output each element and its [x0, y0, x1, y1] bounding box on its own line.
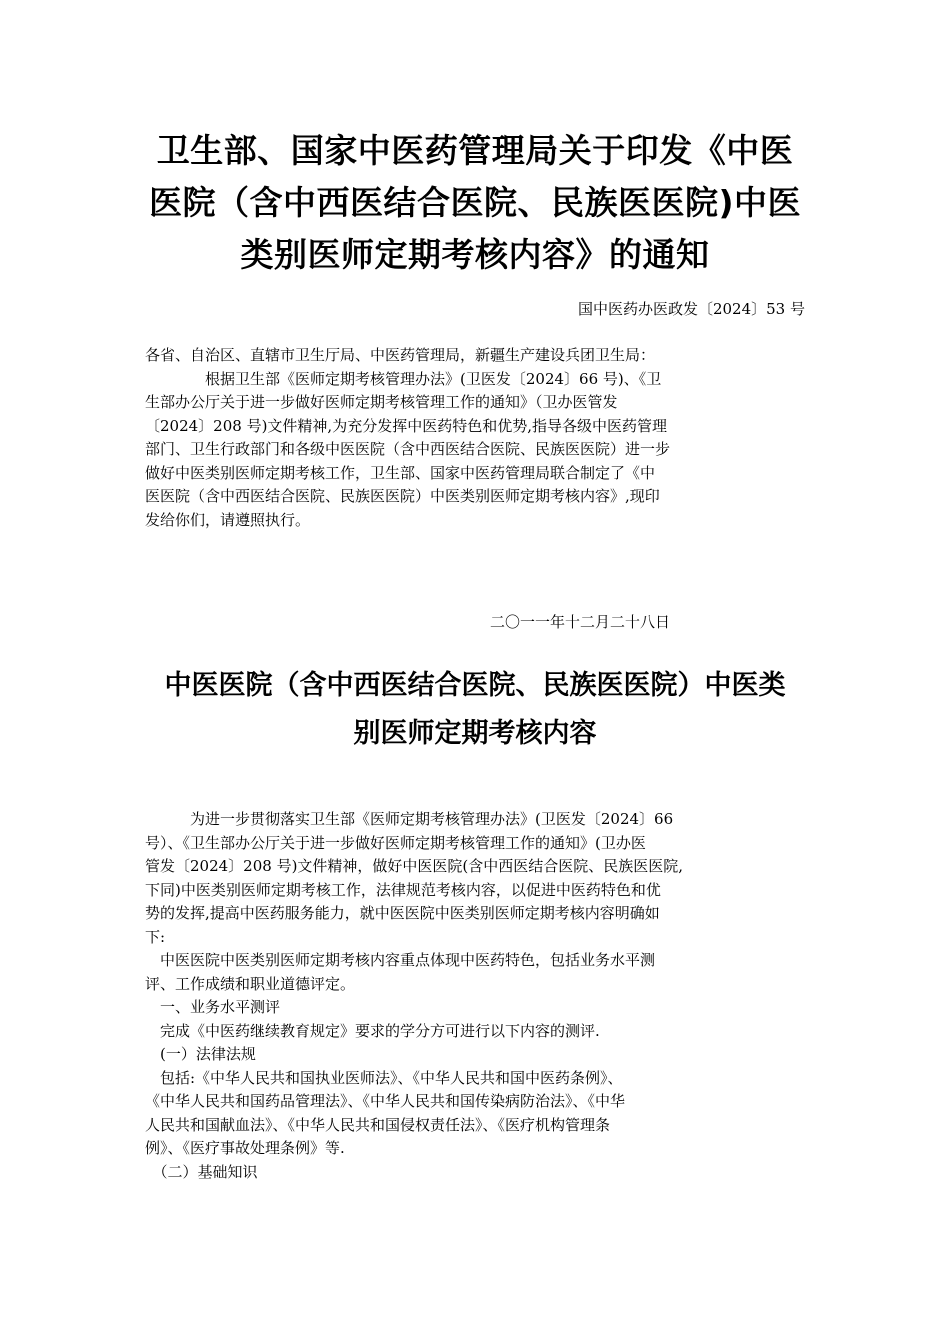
- content-line: 完成《中医药继续教育规定》要求的学分方可进行以下内容的测评.: [145, 1021, 600, 1040]
- notice-paragraph-line: 医医院（含中西医结合医院、民族医医院）中医类别医师定期考核内容》,现印: [145, 487, 660, 505]
- salutation: 各省、自治区、直辖市卫生厅局、中医药管理局，新疆生产建设兵团卫生局：: [145, 346, 656, 364]
- notice-title-line: 类别医师定期考核内容》的通知: [240, 235, 710, 274]
- section-heading: 一、业务水平测评: [145, 998, 281, 1016]
- content-line: 为进一步贯彻落实卫生部《医师定期考核管理办法》(卫医发〔2024〕66: [145, 810, 674, 828]
- notice-paragraph-line: 部门、卫生行政部门和各级中医医院（含中西医结合医院、民族医医院）进一步: [145, 440, 671, 458]
- notice-paragraph-line: 生部办公厅关于进一步做好医师定期考核管理工作的通知》（卫办医管发: [145, 393, 618, 411]
- content-line: 下同)中医类别医师定期考核工作，法律规范考核内容，以促进中医药特色和优: [145, 880, 661, 899]
- subsection-heading: （二）基础知识: [145, 1162, 258, 1181]
- content-title-line: 中医医院（含中西医结合医院、民族医医院）中医类: [164, 670, 786, 701]
- notice-body: [145, 344, 805, 532]
- content-body: [145, 808, 805, 1184]
- notice-paragraph-line: 根据卫生部《医师定期考核管理办法》(卫医发〔2024〕66 号)、《卫: [145, 369, 662, 388]
- notice-title-line: 卫生部、国家中医药管理局关于印发《中医: [156, 131, 794, 170]
- content-line: 号）、《卫生部办公厅关于进一步做好医师定期考核管理工作的通知》(卫办医: [145, 833, 646, 852]
- document-number: 国中医药办医政发〔2024〕53 号: [577, 300, 805, 318]
- subsection-heading: (一）法律法规: [145, 1045, 256, 1063]
- content-line: 势的发挥,提高中医药服务能力，就中医医院中医类别医师定期考核内容明确如: [145, 904, 660, 922]
- content-line: 例》、《医疗事故处理条例》等.: [145, 1139, 345, 1157]
- notice-paragraph-line: 做好中医类别医师定期考核工作，卫生部、国家中医药管理局联合制定了《中: [145, 463, 656, 482]
- content-line: 管发〔2024〕208 号)文件精神，做好中医医院(含中西医结合医院、民族医医院,: [145, 857, 684, 875]
- content-title: [140, 662, 810, 758]
- content-line: 《中华人民共和国药品管理法》、《中华人民共和国传染病防治法》、《中华: [145, 1092, 626, 1110]
- notice-title-line: 医院（含中西医结合医院、民族医医院)中医: [148, 183, 802, 222]
- content-line: 下:: [145, 927, 166, 946]
- content-line: 中医医院中医类别医师定期考核内容重点体现中医药特色，包括业务水平测: [145, 951, 656, 969]
- notice-paragraph-line: 〔2024〕208 号)文件精神,为充分发挥中医药特色和优势,指导各级中医药管理: [145, 416, 667, 435]
- content-title-line: 别医师定期考核内容: [353, 718, 597, 749]
- content-line: 人民共和国献血法》、《中华人民共和国侵权责任法》、《医疗机构管理条: [145, 1115, 611, 1134]
- notice-paragraph-line: 发给你们，请遵照执行。: [145, 510, 311, 529]
- notice-title: [140, 125, 810, 281]
- content-line: 包括:《中华人民共和国执业医师法》、《中华人民共和国中医药条例》、: [145, 1068, 623, 1087]
- content-line: 评、工作成绩和职业道德评定。: [145, 974, 356, 993]
- issue-date: 二〇一一年十二月二十八日: [490, 613, 671, 631]
